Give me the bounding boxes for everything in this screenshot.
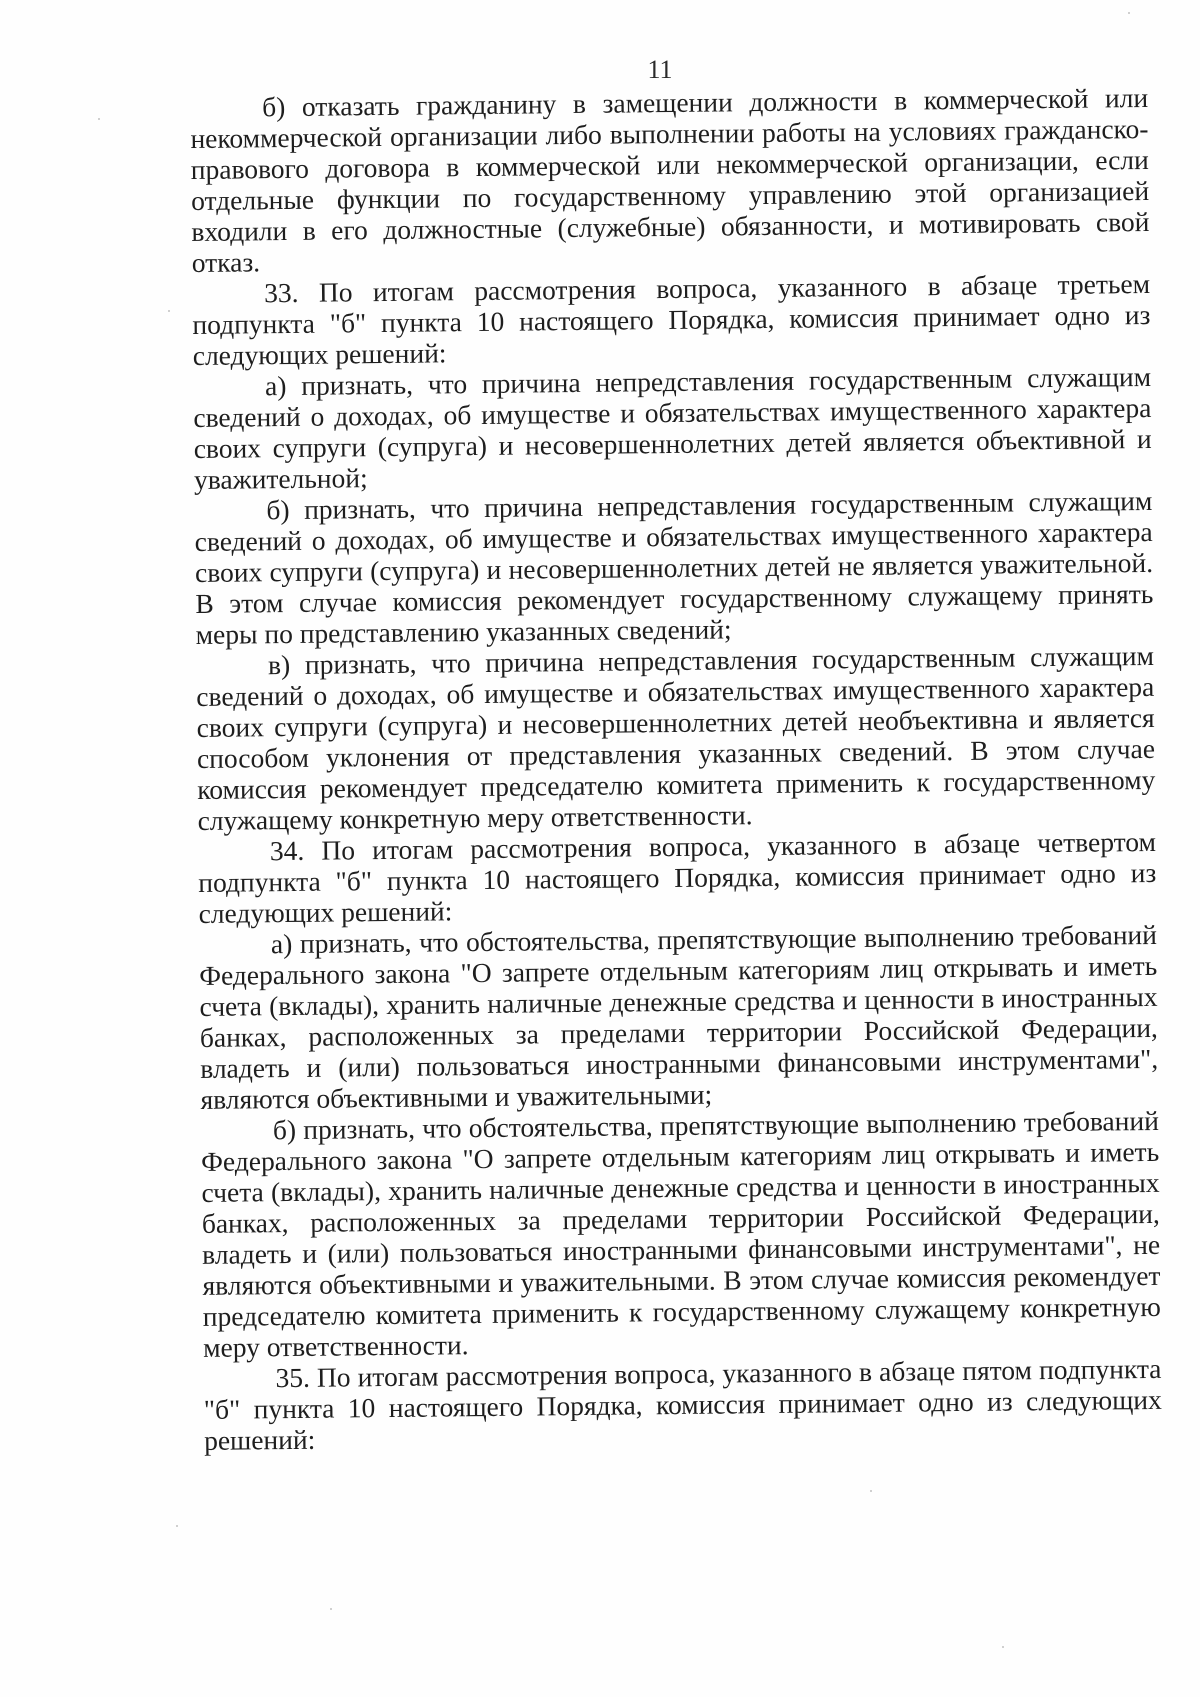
paragraph-33b: б) признать, что причина непредставления государственным служащим сведений о доходах, об имуществе и обязательствах имущественного характера своих супруги (супруга) и несовершеннолетних детей не является уважительной. В этом случае комиссия рекомендует государственному служащему принять меры по представлению указанных сведений; <box>194 484 1154 650</box>
scan-speck <box>870 1490 872 1492</box>
document-body <box>190 82 1162 1456</box>
scan-speck <box>176 1525 178 1527</box>
scan-speck <box>168 310 170 312</box>
paragraph-34a: а) признать, что обстоятельства, препятствующие выполнению требований Федерального закона "О запрете отдельным категориям лиц открывать и иметь счета (вклады), хранить наличные денежные средства и ценности в иностранных банках, расположенных за пределами территории Российской Федерации, владеть и (или) пользоваться иностранными финансовыми инструментами", являются объективными и уважительными; <box>199 918 1159 1115</box>
paragraph-34: 34. По итогам рассмотрения вопроса, указанного в абзаце четвертом подпункта "б" пункта 10 настоящего Порядка, комиссия принимает одно из следующих решений: <box>198 825 1157 929</box>
scan-speck <box>1128 12 1130 14</box>
paragraph-33: 33. По итогам рассмотрения вопроса, указанного в абзаце третьем подпункта "б" пункта 10 настоящего Порядка, комиссия принимает одно из следующих решений: <box>192 267 1151 371</box>
paragraph-35: 35. По итогам рассмотрения вопроса, указанного в абзаце пятом подпункта "б" пункта 10 настоящего Порядка, комиссия принимает одно из следующих решений: <box>203 1352 1162 1456</box>
paragraph-33v: в) признать, что причина непредставления государственным служащим сведений о доходах, об имуществе и обязательствах имущественного характера своих супруги (супруга) и несовершеннолетних детей необъективна и является способом уклонения от представления указанных сведений. В этом случае комиссия рекомендует председателю комитета применить к государственному служащему конкретную меру ответственности. <box>196 639 1156 836</box>
scan-speck <box>1002 1646 1004 1648</box>
scan-speck <box>98 118 100 120</box>
page-number: 11 <box>647 55 673 84</box>
paragraph-34b: б) признать, что обстоятельства, препятствующие выполнению требований Федерального закона "О запрете отдельным категориям лиц открывать и иметь счета (вклады), хранить наличные денежные средства и ценности в иностранных банках, расположенных за пределами территории Российской Федерации, владеть и (или) пользоваться иностранными финансовыми инструментами", не являются объективными и уважительными. В этом случае комиссия рекомендует председателю комитета применить к государственному служащему конкретную меру ответственности. <box>201 1104 1161 1363</box>
paragraph-32b: б) отказать гражданину в замещении должности в коммерческой или некоммерческой организации либо выполнении работы на условиях гражданско-правового договора в коммерческой или некоммерческой организации, если отдельные функции по государственному управлению этой организацией входили в его должностные (служебные) обязанности, и мотивировать свой отказ. <box>190 81 1150 278</box>
scan-speck <box>330 1608 332 1610</box>
paragraph-33a: а) признать, что причина непредставления государственным служащим сведений о доходах, об имуществе и обязательствах имущественного характера своих супруги (супруга) и несовершеннолетних детей является объективной и уважительной; <box>193 360 1152 495</box>
